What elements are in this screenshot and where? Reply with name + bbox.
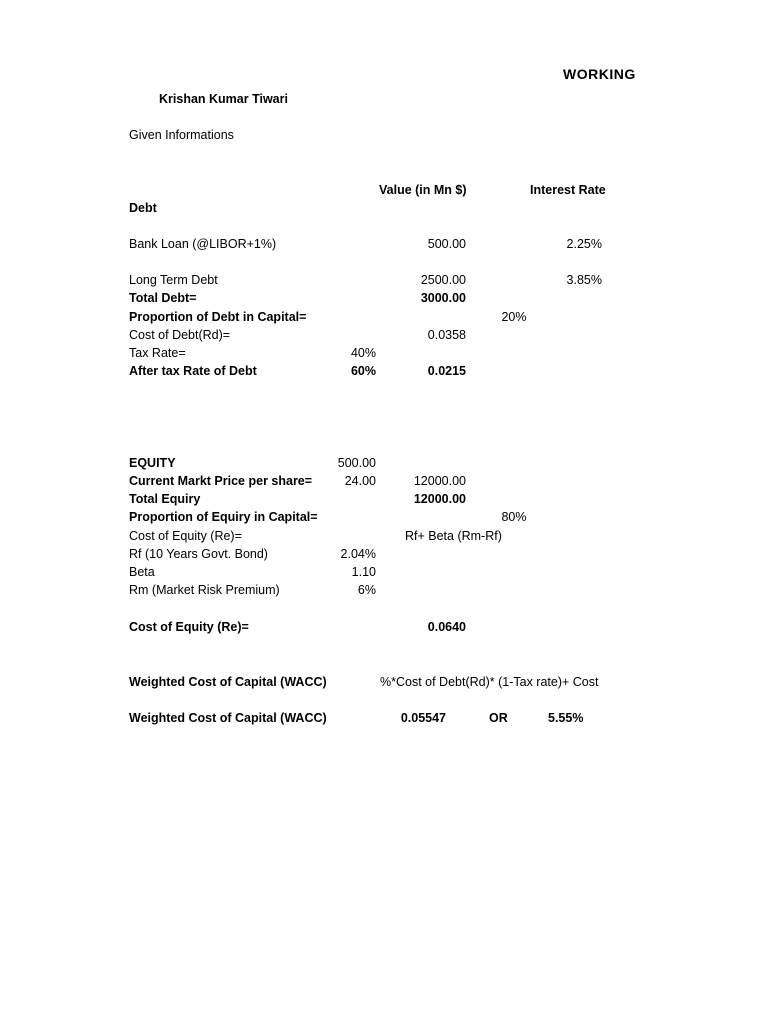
market-price-per-share: 24.00 <box>344 474 376 488</box>
wacc-or-text: OR <box>489 711 508 725</box>
wacc-percent-value: 5.55% <box>548 711 584 725</box>
market-price-label: Current Markt Price per share= <box>129 474 313 488</box>
author-name: Krishan Kumar Tiwari <box>159 92 288 106</box>
cost-of-debt-value: 0.0358 <box>427 328 466 342</box>
total-debt-label: Total Debt= <box>129 291 197 305</box>
long-term-debt-label: Long Term Debt <box>129 273 218 287</box>
wacc-decimal-value: 0.05547 <box>400 711 446 725</box>
debt-proportion-label: Proportion of Debt in Capital= <box>129 310 307 324</box>
equity-proportion-value: 80% <box>501 510 527 524</box>
risk-free-rate-label: Rf (10 Years Govt. Bond) <box>129 547 268 561</box>
beta-label: Beta <box>129 565 155 579</box>
bank-loan-rate: 2.25% <box>566 237 602 251</box>
tax-rate-value: 40% <box>350 346 376 360</box>
market-value-equity: 12000.00 <box>413 474 466 488</box>
value-column-header: Value (in Mn $) <box>379 183 467 197</box>
tax-rate-label: Tax Rate= <box>129 346 186 360</box>
cost-of-debt-label: Cost of Debt(Rd)= <box>129 328 231 342</box>
equity-shares-value: 500.00 <box>337 456 376 470</box>
wacc-formula: %*Cost of Debt(Rd)* (1-Tax rate)+ Cost <box>380 675 599 689</box>
bank-loan-value: 500.00 <box>427 237 466 251</box>
market-risk-premium-value: 6% <box>357 583 376 597</box>
wacc-result-label: Weighted Cost of Capital (WACC) <box>129 711 327 725</box>
total-debt-value: 3000.00 <box>420 291 466 305</box>
given-informations-label: Given Informations <box>129 128 234 142</box>
bank-loan-label: Bank Loan (@LIBOR+1%) <box>129 237 277 251</box>
after-tax-debt-value: 0.0215 <box>427 364 466 378</box>
total-equity-value: 12000.00 <box>413 492 466 506</box>
after-tax-debt-pct: 60% <box>350 364 376 378</box>
after-tax-debt-label: After tax Rate of Debt <box>129 364 257 378</box>
worksheet-title: WORKING <box>563 66 636 82</box>
long-term-debt-value: 2500.00 <box>420 273 466 287</box>
equity-heading: EQUITY <box>129 456 176 470</box>
long-term-debt-rate: 3.85% <box>566 273 602 287</box>
interest-rate-column-header: Interest Rate <box>530 183 606 197</box>
wacc-formula-label: Weighted Cost of Capital (WACC) <box>129 675 327 689</box>
debt-heading: Debt <box>129 201 157 215</box>
beta-value: 1.10 <box>351 565 376 579</box>
cost-of-equity-formula: Rf+ Beta (Rm-Rf) <box>405 529 502 543</box>
equity-proportion-label: Proportion of Equiry in Capital= <box>129 510 318 524</box>
total-equity-label: Total Equiry <box>129 492 201 506</box>
debt-proportion-value: 20% <box>501 310 527 324</box>
cost-of-equity-result-label: Cost of Equity (Re)= <box>129 620 249 634</box>
market-risk-premium-label: Rm (Market Risk Premium) <box>129 583 280 597</box>
risk-free-rate-value: 2.04% <box>340 547 376 561</box>
cost-of-equity-result-value: 0.0640 <box>427 620 466 634</box>
cost-of-equity-formula-label: Cost of Equity (Re)= <box>129 529 242 543</box>
